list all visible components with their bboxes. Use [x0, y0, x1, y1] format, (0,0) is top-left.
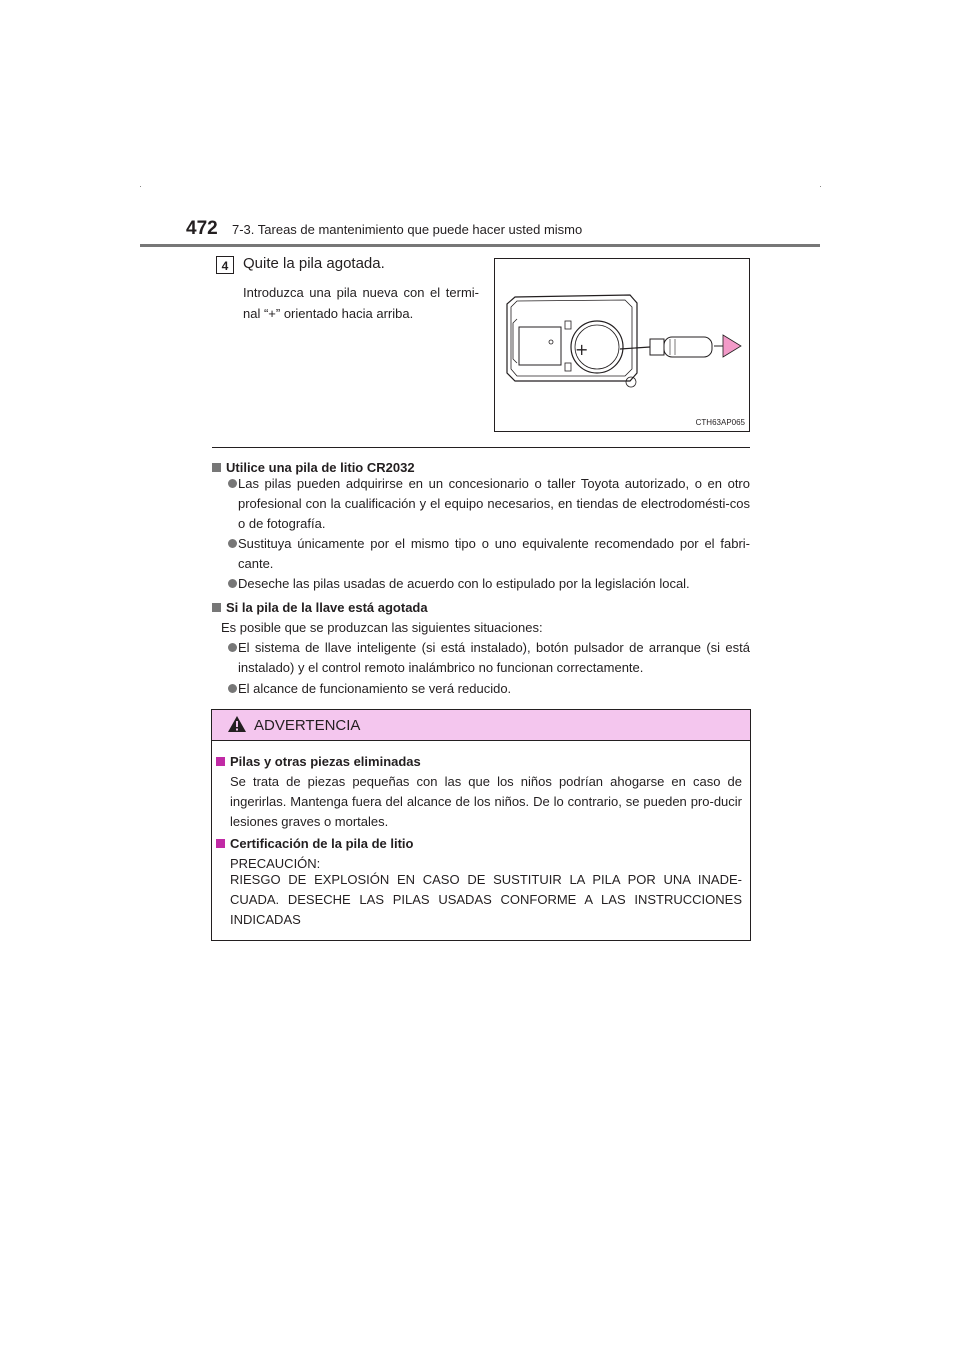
- warning-item-heading: Certificación de la pila de litio: [216, 834, 414, 854]
- round-bullet-icon: [228, 579, 237, 588]
- bullet-text: El alcance de funcionamiento se verá reducido.: [238, 681, 512, 696]
- header-rule: [140, 244, 820, 247]
- warning-precaution-label: PRECAUCIÓN:: [230, 856, 321, 871]
- bullet-text: Sustituya únicamente por el mismo tipo o uno equivalente recomendado por el fabri-cante.: [238, 536, 750, 571]
- section-heading: Utilice una pila de litio CR2032: [212, 458, 415, 478]
- square-bullet-icon: [216, 839, 225, 848]
- crop-mark: [140, 186, 141, 187]
- square-bullet-icon: [216, 757, 225, 766]
- section-intro: Es posible que se produzcan las siguientes situaciones:: [221, 620, 543, 635]
- battery-type-section: [212, 458, 750, 598]
- square-bullet-icon: [212, 603, 221, 612]
- key-battery-illustration: [495, 259, 749, 431]
- crop-mark: [820, 186, 821, 187]
- bullet-text: El sistema de llave inteligente (si está instalado), botón pulsador de arranque (si está instalado) y el control remoto inalámbrico no funcionan correctamente.: [238, 640, 750, 675]
- step-number-badge: 4: [216, 256, 234, 274]
- section-title: 7-3. Tareas de mantenimiento que puede hacer usted mismo: [232, 222, 583, 237]
- figure-code: CTH63AP065: [695, 418, 745, 427]
- warning-item-heading: Pilas y otras piezas eliminadas: [216, 752, 421, 772]
- warning-triangle-icon: [227, 715, 247, 733]
- round-bullet-icon: [228, 479, 237, 488]
- square-bullet-icon: [212, 463, 221, 472]
- dead-battery-section: [212, 598, 750, 703]
- step-title: Quite la pila agotada.: [243, 255, 385, 272]
- page-number: 472: [186, 218, 218, 239]
- section-heading: Si la pila de la llave está agotada: [212, 598, 428, 618]
- round-bullet-icon: [228, 643, 237, 652]
- section-rule: [212, 447, 750, 448]
- bullet-text: Deseche las pilas usadas de acuerdo con lo estipulado por la legislación local.: [238, 576, 690, 591]
- plus-terminal-label: +: [575, 340, 589, 359]
- warning-item-body: Se trata de piezas pequeñas con las que los niños podrían ahogarse en caso de ingerirlas. Mantenga fuera del alcance de los niños. De lo contrario, se pueden pro-ducir lesiones graves o mortales.: [230, 774, 742, 829]
- warning-header: [212, 710, 750, 741]
- step-body: Introduzca una pila nueva con el termi-nal “+” orientado hacia arriba.: [243, 285, 479, 321]
- round-bullet-icon: [228, 684, 237, 693]
- battery-removal-figure: [494, 258, 750, 432]
- round-bullet-icon: [228, 539, 237, 548]
- bullet-text: Las pilas pueden adquirirse en un concesionario o taller Toyota autorizado, o en otro profesional con la cualificación y el equipo necesarios, en tiendas de electrodomésti-cos o de fotografía.: [238, 476, 750, 531]
- warning-title: ADVERTENCIA: [254, 717, 361, 734]
- direction-arrow-icon: [723, 335, 741, 357]
- warning-item-body: RIESGO DE EXPLOSIÓN EN CASO DE SUSTITUIR LA PILA POR UNA INADE-CUADA. DESECHE LAS PILAS USADAS CONFORME A LAS INSTRUCCIONES INDICADAS: [230, 872, 742, 927]
- warning-box: [211, 709, 751, 941]
